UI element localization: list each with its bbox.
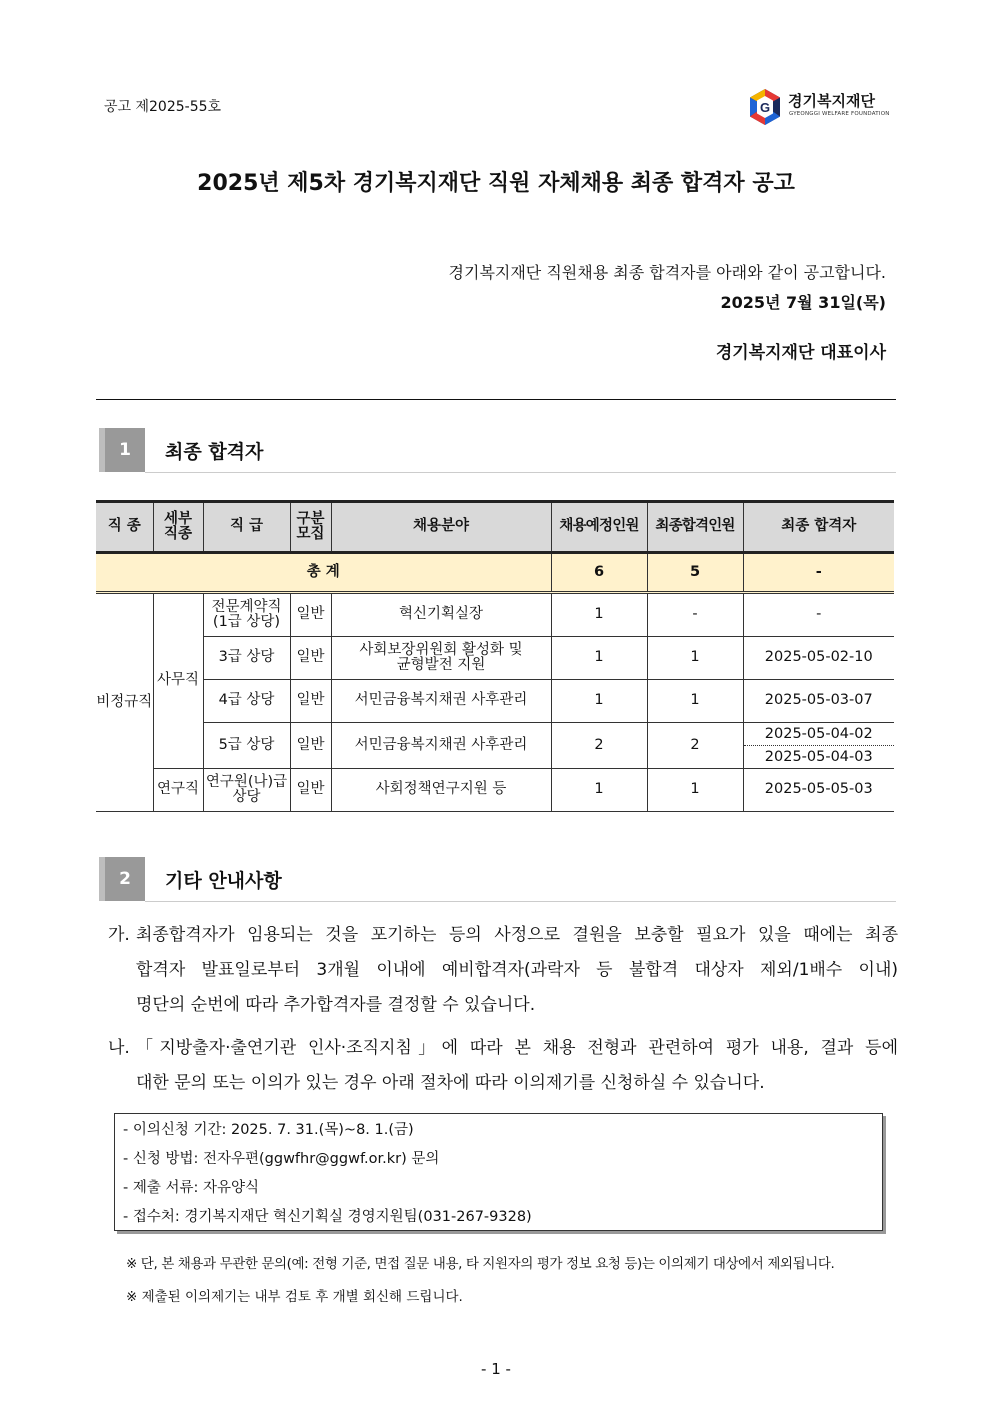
info-line: - 신청 방법: 전자우편(ggwfhr@ggwf.or.kr) 문의: [123, 1151, 440, 1167]
total-row: [96, 553, 894, 593]
finalist-cell: 2025-05-05-03: [743, 769, 894, 812]
header-sub-type: 세부 직종: [153, 502, 203, 553]
table-row: [96, 680, 894, 723]
sub-type-cell: 사무직: [153, 593, 203, 769]
grade-cell: 전문계약직 (1급 상당): [203, 593, 290, 637]
total-label: 총 계: [96, 553, 551, 593]
recruit-cell: 일반: [290, 680, 331, 723]
passed-cell: 1: [647, 769, 743, 812]
planned-cell: 1: [551, 593, 647, 637]
finalist-id: 2025-05-04-02: [744, 723, 895, 746]
field-cell: 서민금융복지채권 사후관리: [331, 723, 551, 769]
passed-cell: 1: [647, 680, 743, 723]
planned-cell: 1: [551, 680, 647, 723]
paragraph-label: 가.: [108, 925, 130, 945]
foundation-logo: [748, 88, 898, 128]
logo-subtitle: GYEONGGI WELFARE FOUNDATION: [789, 111, 890, 117]
table-row: [96, 723, 894, 769]
planned-cell: 2: [551, 723, 647, 769]
document-title: 2025년 제5차 경기복지재단 직원 자체채용 최종 합격자 공고: [197, 171, 795, 196]
finalists-table: [96, 500, 894, 812]
table-row: [96, 769, 894, 812]
section-heading-other-info: [99, 857, 896, 901]
section-badge: 1: [99, 428, 145, 472]
planned-cell: 1: [551, 637, 647, 680]
paragraph-line: 최종합격자가 임용되는 것을 포기하는 등의 사정으로 결원을 보충할 필요가 있을 때에는 최종: [136, 925, 898, 945]
total-planned: 6: [551, 553, 647, 593]
passed-cell: 2: [647, 723, 743, 769]
table-row: [96, 593, 894, 637]
finalist-cell: -: [743, 593, 894, 637]
paragraph-ga: [108, 918, 898, 1023]
footnote: ※ 제출된 이의제기는 내부 검토 후 개별 회신해 드립니다.: [126, 1289, 463, 1305]
table-header-row: [96, 502, 894, 553]
paragraph-line: 「지방출자·출연기관 인사·조직지침」에 따라 본 채용 전형과 관련하여 평가 내용, 결과 등에: [136, 1038, 898, 1058]
header-finalists: 최종 합격자: [743, 502, 894, 553]
header-passed: 최종합격인원: [647, 502, 743, 553]
finalist-cell: 2025-05-03-07: [743, 680, 894, 723]
total-final: -: [743, 553, 894, 593]
paragraph-line: 대한 문의 또는 이의가 있는 경우 아래 절차에 따라 이의제기를 신청하실 수 있습니다.: [136, 1073, 765, 1093]
section-label: 최종 합격자: [165, 441, 264, 463]
field-cell: 혁신기획실장: [331, 593, 551, 637]
recruit-cell: 일반: [290, 593, 331, 637]
section-label: 기타 안내사항: [165, 870, 282, 892]
paragraph-line: 합격자 발표일로부터 3개월 이내에 예비합격자(과락자 등 불합격 대상자 제외/1배수 이내): [136, 960, 898, 980]
intro-text: 경기복지재단 직원채용 최종 합격자를 아래와 같이 공고합니다.: [448, 263, 886, 282]
info-line: - 제출 서류: 자유양식: [123, 1180, 260, 1196]
objection-info-box: [114, 1113, 883, 1231]
sub-type-cell: 연구직: [153, 769, 203, 812]
header-field: 채용분야: [331, 502, 551, 553]
field-cell: 사회정책연구지원 등: [331, 769, 551, 812]
field-cell: 사회보장위원회 활성화 및 균형발전 지원: [331, 637, 551, 680]
recruit-cell: 일반: [290, 723, 331, 769]
paragraph-line: 명단의 순번에 따라 추가합격자를 결정할 수 있습니다.: [136, 995, 536, 1015]
recruit-cell: 일반: [290, 769, 331, 812]
svg-text:G: G: [759, 100, 771, 115]
logo-name: 경기복지재단: [788, 92, 875, 110]
job-type-cell: 비정규직: [96, 593, 153, 812]
notice-date: 2025년 7월 31일(목): [720, 293, 886, 312]
info-line: - 접수처: 경기복지재단 혁신기획실 경영지원팀(031-267-9328): [123, 1209, 532, 1225]
finalist-cell: [743, 723, 894, 769]
info-line: - 이의신청 기간: 2025. 7. 31.(목)~8. 1.(금): [123, 1122, 414, 1138]
section-badge: 2: [99, 857, 145, 901]
recruit-cell: 일반: [290, 637, 331, 680]
header-recruit-type: 구분 모집: [290, 502, 331, 553]
paragraph-label: 나.: [108, 1038, 130, 1058]
header-planned: 채용예정인원: [551, 502, 647, 553]
grade-cell: 연구원(나)급 상당: [203, 769, 290, 812]
passed-cell: 1: [647, 637, 743, 680]
field-cell: 서민금융복지채권 사후관리: [331, 680, 551, 723]
planned-cell: 1: [551, 769, 647, 812]
paragraph-na: [108, 1031, 898, 1101]
grade-cell: 5급 상당: [203, 723, 290, 769]
section-heading-finalists: [99, 428, 896, 472]
passed-cell: -: [647, 593, 743, 637]
page-number: - 1 -: [481, 1360, 511, 1378]
signer: 경기복지재단 대표이사: [715, 343, 886, 363]
divider: [96, 399, 896, 400]
notice-number: 공고 제2025-55호: [104, 99, 222, 115]
total-passed: 5: [647, 553, 743, 593]
grade-cell: 4급 상당: [203, 680, 290, 723]
header-job-type: 직 종: [96, 502, 153, 553]
footnote: ※ 단, 본 채용과 무관한 문의(예: 전형 기준, 면접 질문 내용, 타 지원자의 평가 정보 요청 등)는 이의제기 대상에서 제외됩니다.: [126, 1256, 835, 1272]
header-grade: 직 급: [203, 502, 290, 553]
finalist-id: 2025-05-04-03: [764, 749, 873, 765]
table-row: [96, 637, 894, 680]
logo-hexagon-icon: [748, 88, 782, 126]
finalist-cell: 2025-05-02-10: [743, 637, 894, 680]
grade-cell: 3급 상당: [203, 637, 290, 680]
